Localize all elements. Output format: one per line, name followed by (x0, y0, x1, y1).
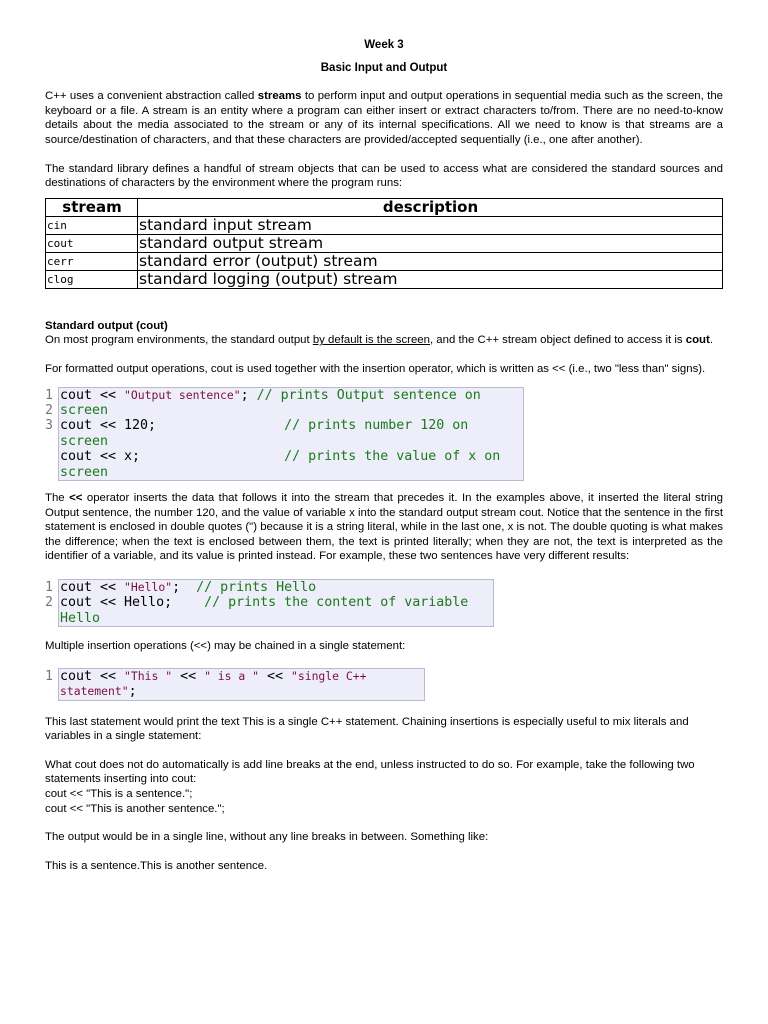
code-box: cout << "This " << " is a " << "single C++ statement"; (58, 668, 425, 701)
table-row (46, 252, 723, 270)
line-numbers: 1 (45, 668, 54, 684)
stream-description: standard error (output) stream (138, 252, 723, 270)
table-row (46, 270, 723, 288)
line-breaks-paragraph: What cout does not do automatically is add line breaks at the end, unless instructed to do so. For example, take the following two statements inserting into cout: (45, 758, 695, 786)
code-block-2 (45, 579, 494, 627)
document-page (45, 38, 723, 873)
explain-paragraph: The << operator inserts the data that follows it into the stream that precedes it. In the examples above, it inserted the literal string Output sentence, the number 120, and the value of variable x into the standard output stream cout. Notice that the sentence in the first statement is enclosed in double quotes (") because it is a string literal, while in the last one, x is not. The double quoting is what makes the difference; when the text is enclosed between them, the text is printed literally; when they are not, the text is interpreted as the identifier of a variable, and its value is printed instead. For example, these two sentences have very different results: (45, 491, 723, 563)
after-chain-paragraph: This last statement would print the text This is a single C++ statement. Chaining insertions is especially useful to mix literals and variables in a single statement: (45, 715, 689, 743)
example-line-2: cout << "This is another sentence."; (45, 802, 225, 815)
table-header-row (46, 198, 723, 216)
output-example: This is a sentence.This is another sentence. (45, 859, 268, 872)
streams-bold: streams (257, 90, 302, 103)
section-heading: Standard output (cout) (45, 319, 168, 332)
code-box: cout << "Hello"; // prints Hello cout << Hello; // prints the content of variable Hello (58, 579, 494, 627)
line-numbers: 1 2 3 (45, 387, 54, 434)
stream-name: cin (46, 216, 138, 234)
output-paragraph: The output would be in a single line, without any line breaks in between. Something like: (45, 831, 489, 844)
section-paragraph-2: For formatted output operations, cout is used together with the insertion operator, which is written as << (i.e., two "less than" signs). (45, 362, 706, 375)
stream-description: standard logging (output) stream (138, 270, 723, 288)
operator-bold: << (69, 491, 83, 504)
section-paragraph-1: On most program environments, the standard output by default is the screen, and the C++ stream object defined to access it is cout. (45, 334, 713, 347)
underlined-text: by default is the screen (312, 334, 430, 347)
line-numbers: 1 2 (45, 579, 54, 611)
stream-name: cerr (46, 252, 138, 270)
header-description: description (138, 198, 723, 216)
stream-name: clog (46, 270, 138, 288)
table-row (46, 216, 723, 234)
stream-description: standard output stream (138, 234, 723, 252)
intro-paragraph-1: C++ uses a convenient abstraction called streams to perform input and output operations in sequential media such as the screen, the keyboard or a file. A stream is an entity where a program can either insert or extract characters to/from. There are no need-to-know details about the media associated to the stream or any of its internal specifications. All we need to know is that streams are a source/destination of characters, and that these characters are provided/accepted sequentially (i.e., one after another). (45, 90, 723, 146)
example-line-1: cout << "This is a sentence."; (45, 787, 193, 800)
stream-table (45, 198, 723, 289)
week-title: Week 3 (364, 39, 404, 51)
code-block-3 (45, 668, 425, 701)
stream-name: cout (46, 234, 138, 252)
code-block-1 (45, 387, 524, 481)
table-row (46, 234, 723, 252)
chain-intro: Multiple insertion operations (<<) may be chained in a single statement: (45, 640, 406, 653)
code-box: cout << "Output sentence"; // prints Output sentence on screen cout << 120; // prints number 120 on screen cout << x; // prints the value of x on screen (58, 387, 524, 481)
stream-description: standard input stream (138, 216, 723, 234)
header-stream: stream (46, 198, 138, 216)
topic-title: Basic Input and Output (320, 61, 448, 74)
cout-bold: cout (685, 334, 710, 347)
intro-paragraph-2: The standard library defines a handful of stream objects that can be used to access what are considered the standard sources and destinations of characters by the environment where the program runs: (45, 162, 723, 190)
